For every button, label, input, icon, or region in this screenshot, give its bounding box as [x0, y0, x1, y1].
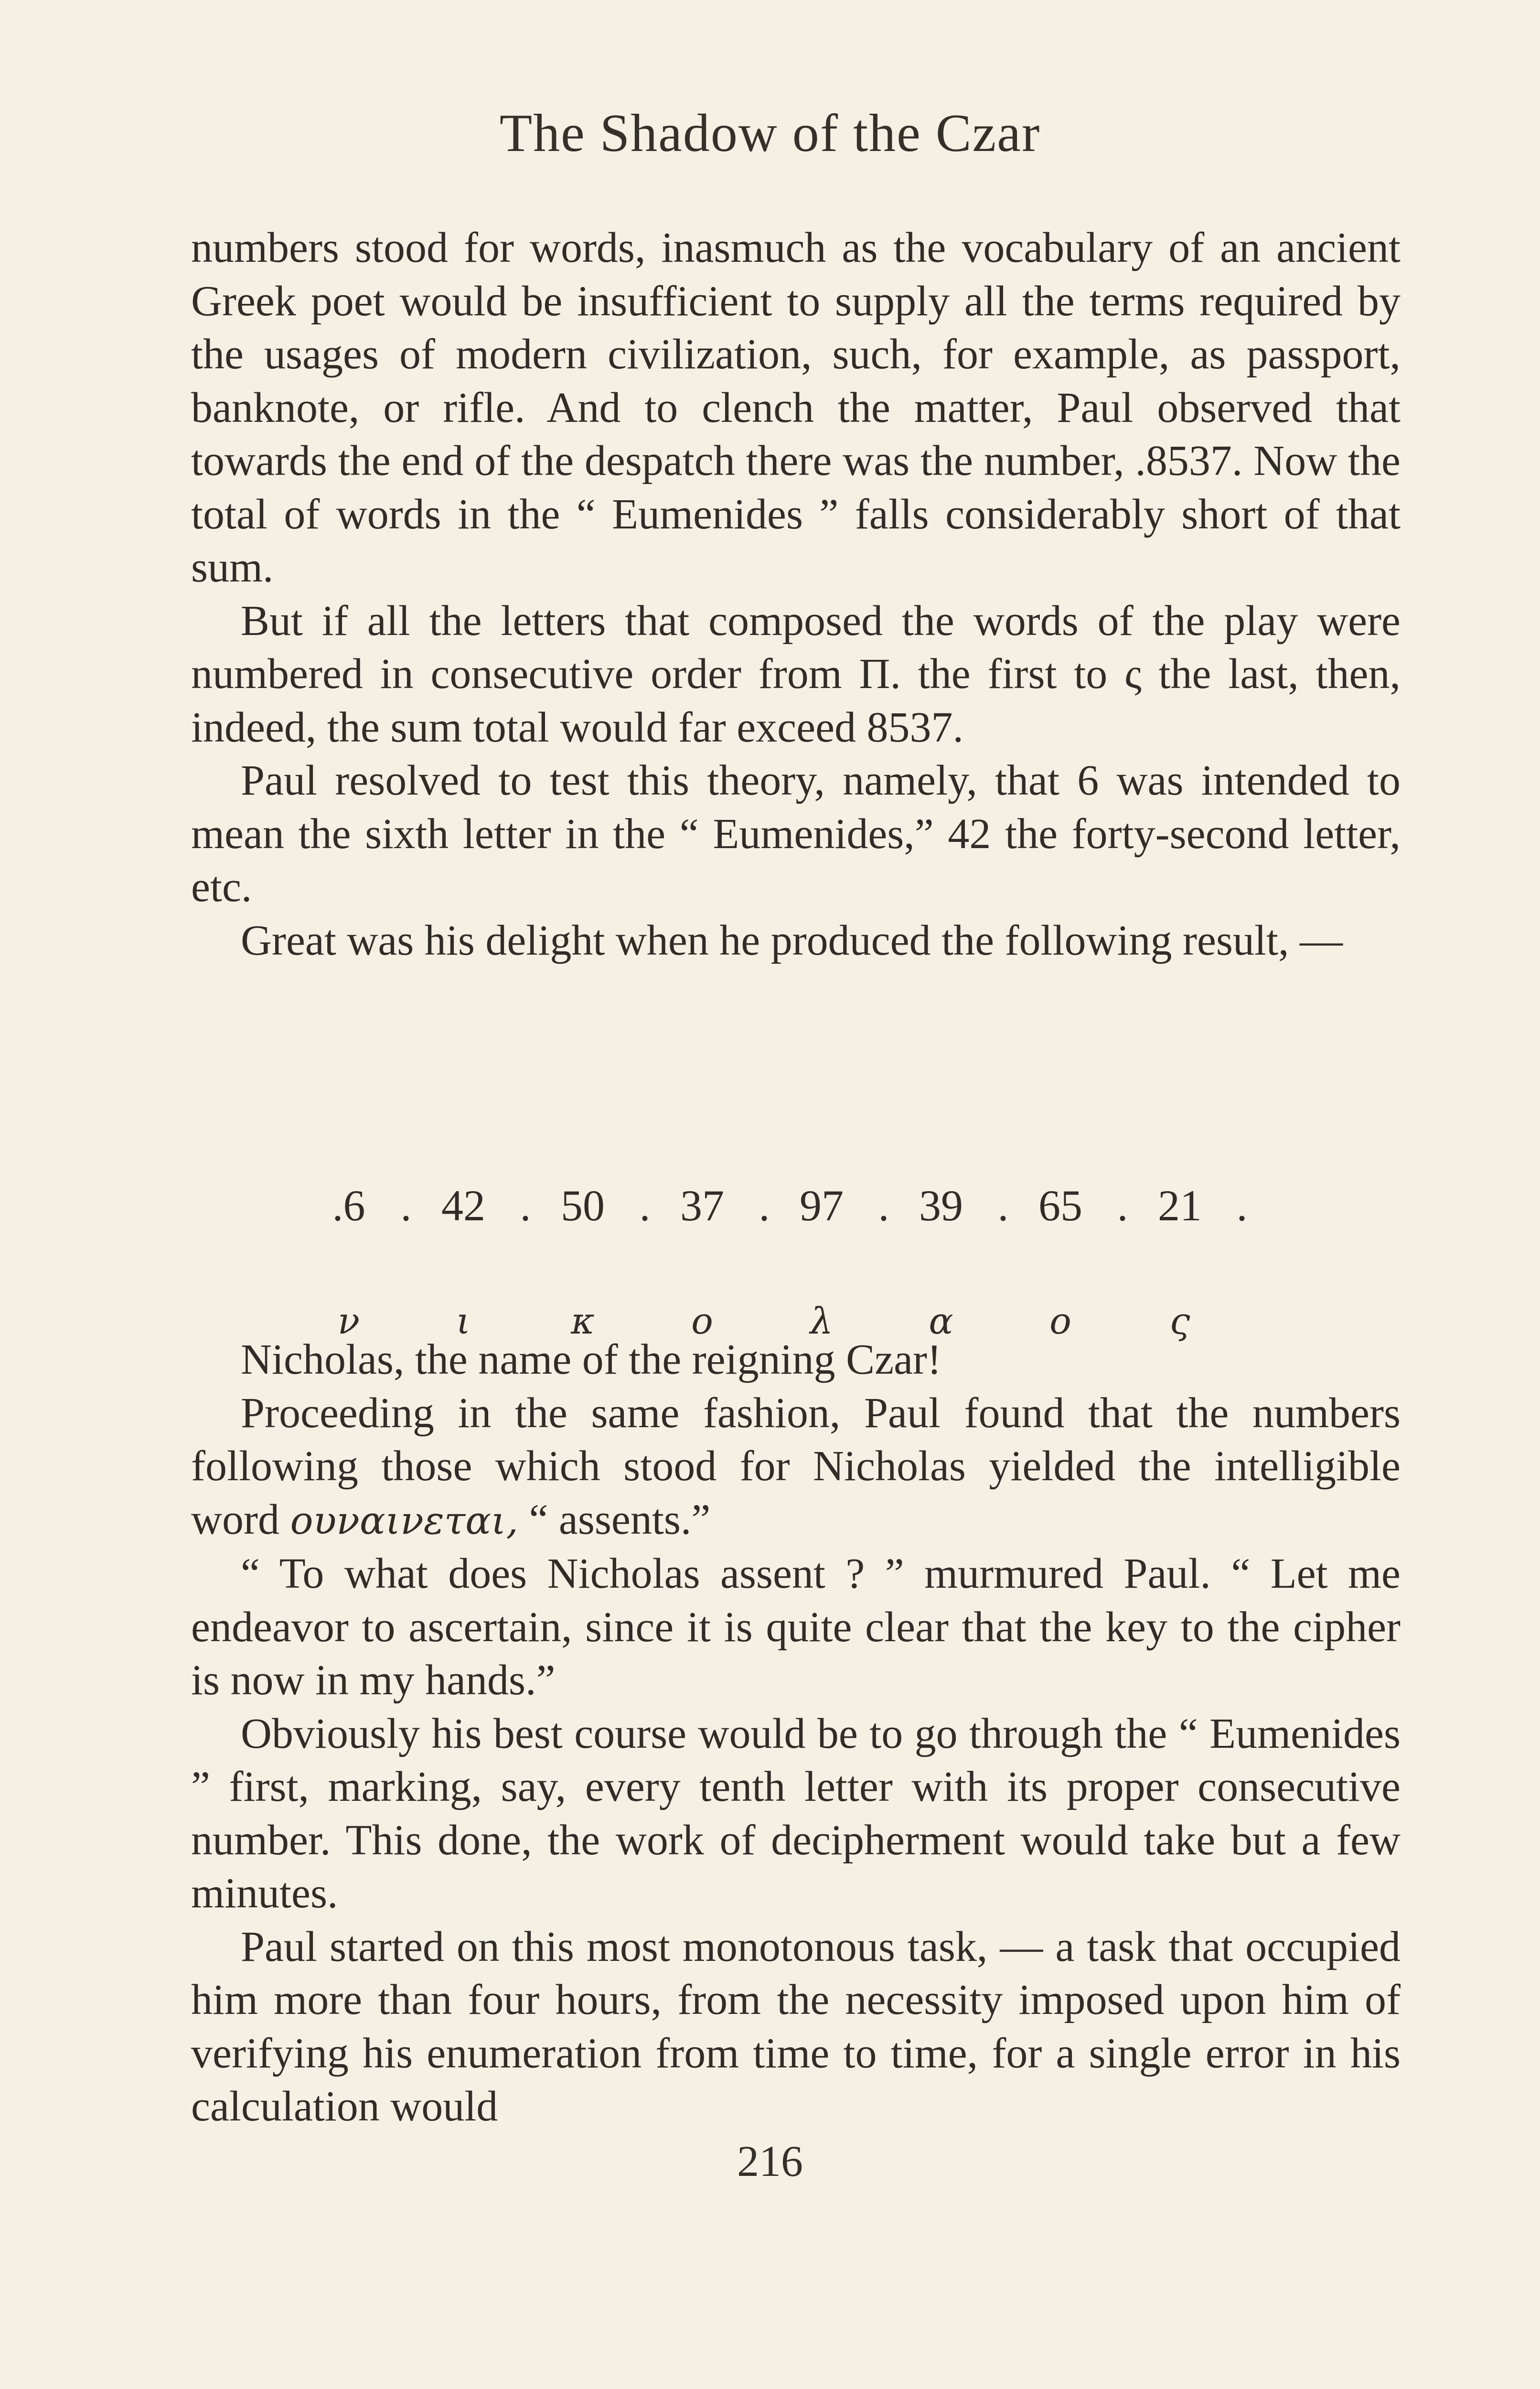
cipher-number: 50 — [561, 1181, 605, 1230]
cipher-letter: ι — [456, 1300, 471, 1342]
cipher-letter: ο — [691, 1300, 713, 1342]
paragraph: Obviously his best course would be to go through the “ Eumenides ” first, marking, say, every tenth letter with its proper consecutive number. This done, the work of decipherment would take but a few minutes. — [191, 1710, 1401, 1917]
cipher-separator: . — [520, 1181, 531, 1230]
cipher-letter: λ — [810, 1300, 834, 1342]
paragraph-text: Proceeding in the same fashion, Paul found that the numbers following those which stood for Nicholas yielded the intelligible word — [191, 1389, 1401, 1543]
cipher-number: 65 — [1038, 1181, 1082, 1230]
cipher-number: 39 — [919, 1181, 963, 1230]
cipher-number: .6 — [332, 1181, 365, 1230]
cipher-letter: ο — [1049, 1300, 1071, 1342]
cipher-letter: κ — [571, 1300, 595, 1342]
cipher-separator: . — [1236, 1181, 1248, 1230]
cipher-letter-row — [310, 1238, 1266, 1342]
cipher-separator: . — [759, 1181, 770, 1230]
cipher-letter: ς — [1169, 1300, 1190, 1342]
paragraph: “ To what does Nicholas assent ? ” murmured Paul. “ Let me endeavor to ascertain, since it is quite clear that the key to the cipher is now in my hands.” — [191, 1550, 1401, 1704]
text-block-bottom — [191, 1333, 1401, 2133]
paragraph: Nicholas, the name of the reigning Czar! — [241, 1336, 941, 1383]
paragraph — [191, 1387, 1401, 1548]
cipher-separator: . — [1117, 1181, 1128, 1230]
paragraph: Paul started on this most monotonous task, — a task that occupied him more than four hours, from the necessity imposed upon him of verifying his enumeration from time to time, for a single error in his calculation would — [191, 1923, 1401, 2130]
cipher-number-row — [310, 1180, 1266, 1238]
cipher-number: 97 — [800, 1181, 844, 1230]
cipher-letter: α — [929, 1300, 953, 1342]
greek-word: ουναινεται, — [290, 1498, 518, 1543]
cipher-number: 21 — [1158, 1181, 1202, 1230]
cipher-letter: ν — [337, 1300, 360, 1342]
cipher-separator: . — [639, 1181, 651, 1230]
cipher-separator: . — [400, 1181, 412, 1230]
cipher-table — [310, 1180, 1266, 1342]
paragraph: Paul resolved to test this theory, namely, that 6 was intended to mean the sixth letter in the “ Eumenides,” 42 the forty-second letter, etc. — [191, 757, 1401, 911]
paragraph: But if all the letters that composed the words of the play were numbered in consecutive order from Π. the first to ς the last, then, indeed, the sum total would far exceed 8537. — [191, 597, 1401, 751]
page-title: The Shadow of the Czar — [499, 104, 1041, 163]
page-number: 216 — [737, 2137, 803, 2185]
text-block-top — [191, 221, 1401, 967]
paragraph: numbers stood for words, inasmuch as the vocabulary of an ancient Greek poet would be insufficient to supply all the terms required by the usages of modern civilization, such, for example, as passport, banknote, or rifle. And to clench the matter, Paul observed that towards the end of the despatch there was the number, .8537. Now the total of words in the “ Eumenides ” falls considerably short of that sum. — [191, 224, 1401, 591]
paragraph-text: “ assents.” — [518, 1496, 711, 1543]
cipher-number: 37 — [680, 1181, 724, 1230]
cipher-separator: . — [878, 1181, 889, 1230]
paragraph: Great was his delight when he produced the following result, — — [241, 916, 1343, 964]
cipher-separator: . — [997, 1181, 1009, 1230]
cipher-number: 42 — [441, 1181, 485, 1230]
